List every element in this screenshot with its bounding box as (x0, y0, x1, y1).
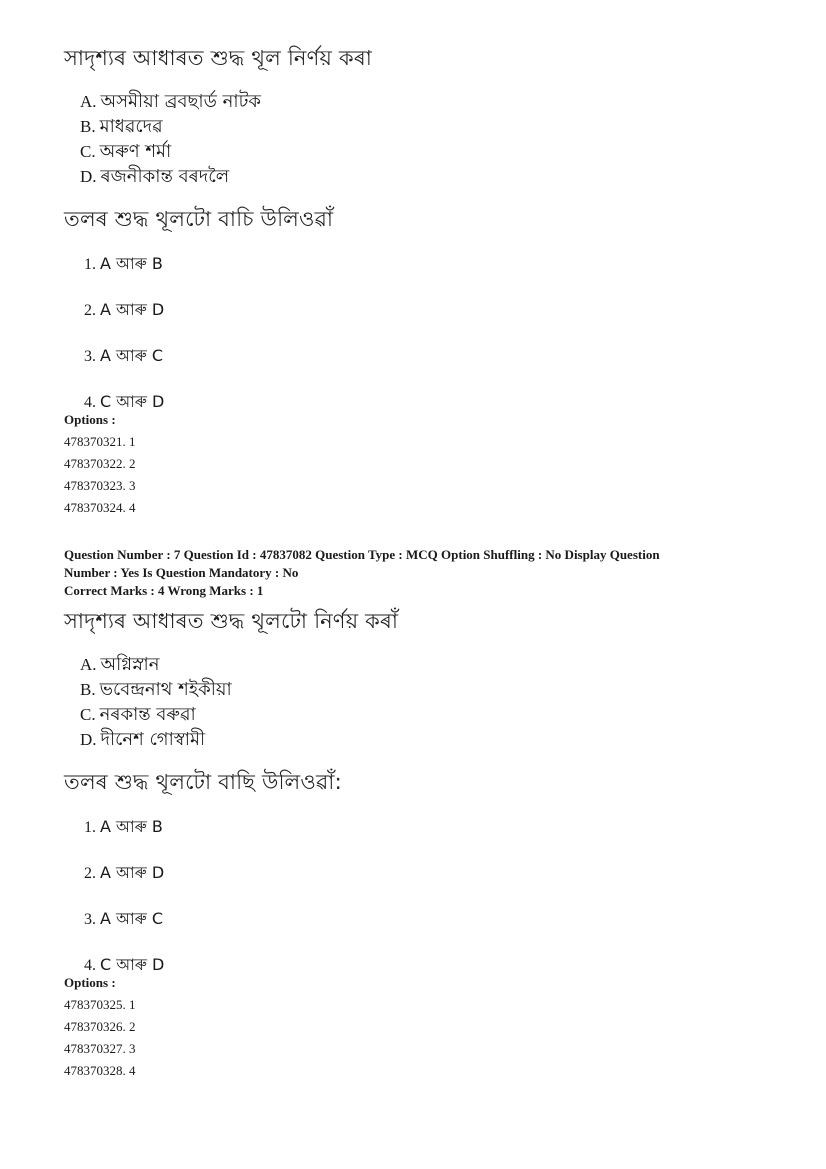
item-text: অৰুণ শৰ্মা (99, 141, 172, 162)
item-label: A. (80, 92, 97, 111)
item-label: B. (80, 117, 96, 136)
match-item-d (80, 725, 205, 756)
choice-number: 3. (84, 911, 96, 928)
choice-text: A আৰু D (100, 300, 165, 319)
question-meta (64, 546, 764, 600)
option-line: 478370327. 3 (64, 1041, 136, 1056)
choice-text: C আৰু D (100, 955, 165, 974)
choice-number: 3. (84, 348, 96, 365)
choice-text: A আৰু C (100, 909, 163, 928)
choice-text: A আৰু C (100, 346, 163, 365)
choice-number: 2. (84, 865, 96, 882)
choice-text: C আৰু D (100, 392, 165, 411)
choice-number: 1. (84, 819, 96, 836)
answer-choice (84, 297, 164, 324)
item-text: দীনেশ গোস্বামী (100, 729, 206, 750)
question-instruction: তলৰ শুদ্ধ থূলটো বাচি উলিওৱাঁ (64, 207, 334, 231)
meta-line: Correct Marks : 4 Wrong Marks : 1 (64, 583, 264, 598)
option-line: 478370322. 2 (64, 456, 136, 471)
choice-text: A আৰু B (100, 817, 163, 836)
answer-choice (84, 343, 163, 370)
option-line: 478370326. 2 (64, 1019, 136, 1034)
question-stem: সাদৃশ্যৰ আধাৰত শুদ্ধ থূলটো নিৰ্ণয় কৰাঁ (64, 609, 399, 633)
item-text: অগ্নিস্নান (100, 654, 160, 675)
answer-choice (84, 860, 164, 887)
options-label: Options : (64, 975, 116, 990)
item-text: ৰজনীকান্ত বৰদলৈ (100, 166, 230, 187)
choice-text: A আৰু B (100, 254, 163, 273)
item-label: D. (80, 730, 97, 749)
item-text: নৰকান্ত বৰুৱা (99, 704, 196, 725)
item-text: মাধৱদেৱ (99, 116, 163, 137)
option-line: 478370325. 1 (64, 997, 136, 1012)
meta-line: Question Number : 7 Question Id : 47837082 Question Type : MCQ Option Shuffling : No Display Question (64, 547, 660, 562)
option-line: 478370328. 4 (64, 1063, 136, 1078)
question-instruction: তলৰ শুদ্ধ থূলটো বাছি উলিওৱাঁ: (64, 770, 342, 794)
option-line: 478370323. 3 (64, 478, 136, 493)
item-text: ভবেন্দ্ৰনাথ শইকীয়া (99, 679, 232, 700)
item-label: C. (80, 705, 96, 724)
item-label: A. (80, 655, 97, 674)
answer-choice (84, 251, 163, 278)
answer-choice (84, 814, 163, 841)
question-stem: সাদৃশ্যৰ আধাৰত শুদ্ধ থূল নিৰ্ণয় কৰা (64, 46, 372, 70)
match-item-d (80, 162, 229, 193)
option-line: 478370324. 4 (64, 500, 136, 515)
item-label: D. (80, 167, 97, 186)
item-text: অসমীয়া ব্ৰবছাৰ্ড নাটক (100, 91, 261, 112)
choice-number: 1. (84, 256, 96, 273)
item-label: B. (80, 680, 96, 699)
choice-number: 2. (84, 302, 96, 319)
choice-number: 4. (84, 957, 96, 974)
choice-number: 4. (84, 394, 96, 411)
item-label: C. (80, 142, 96, 161)
choice-text: A আৰু D (100, 863, 165, 882)
answer-choice (84, 906, 163, 933)
option-line: 478370321. 1 (64, 434, 136, 449)
meta-line: Number : Yes Is Question Mandatory : No (64, 565, 299, 580)
options-label: Options : (64, 412, 116, 427)
